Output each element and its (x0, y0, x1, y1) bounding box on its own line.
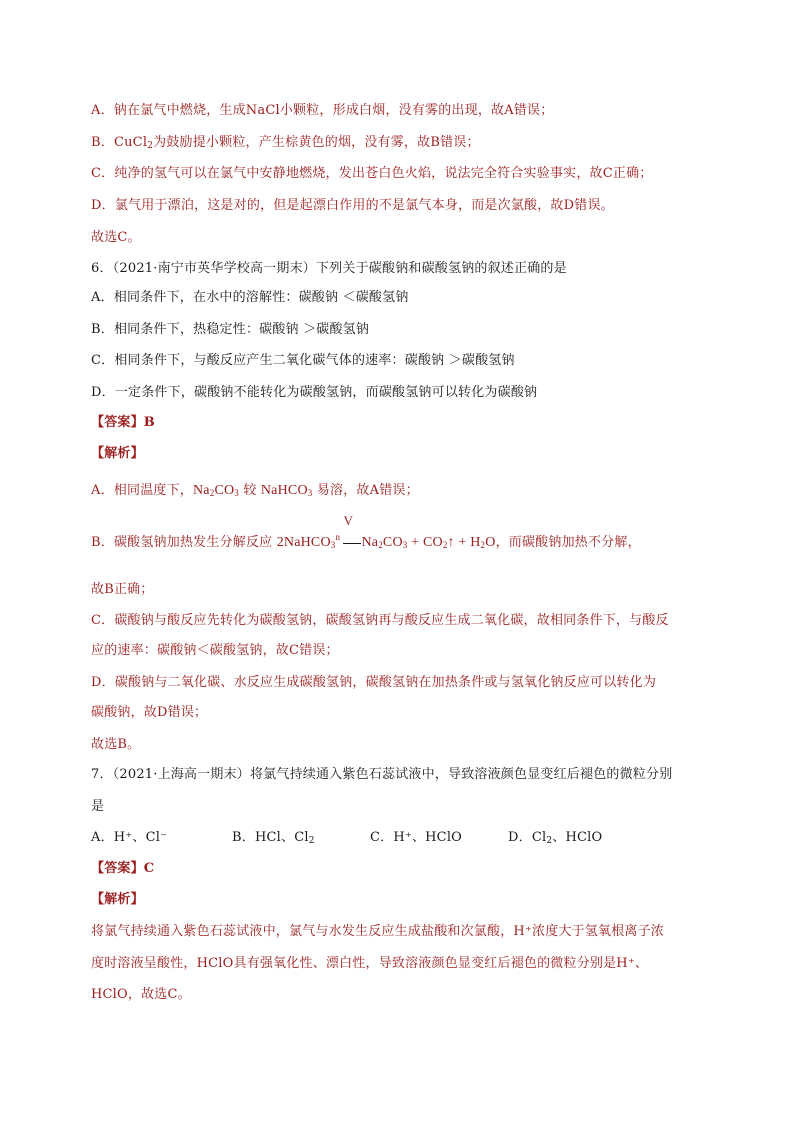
q7-option-d: D．$Cl_2$、HClO (508, 830, 603, 846)
q6-explanation-c-line2: 应的速率：碳酸钠＜碳酸氢钠，故C错误； (91, 643, 339, 658)
formula-nahco3: NaHCO$_3$ (260, 483, 313, 498)
q5-conclusion: 故选C。 (91, 230, 141, 245)
q7-option-c: C．H⁺、HClO (370, 830, 463, 845)
q6-option-d: D．一定条件下，碳酸钠不能转化为碳酸氢钠，而碳酸氢钠可以转化为碳酸钠 (91, 385, 538, 400)
q6-answer: 【答案】B (91, 415, 155, 430)
q6-option-a: A．相同条件下，在水中的溶解性：碳酸钠 ＜碳酸氢钠 (91, 290, 409, 305)
q6-option-c: C．相同条件下，与酸反应产生二氧化碳气体的速率：碳酸钠 ＞碳酸氢钠 (91, 353, 515, 368)
q6-conclusion: 故选B。 (91, 737, 141, 752)
q6-explanation-b: B．碳酸氢钠加热发生分解反应 2NaHCO$_3$ V n $Na_2CO_3$ + $CO_2↑ + H_2O$，而碳酸钠加热不分解， (91, 533, 641, 553)
q5-explanation-c: C．纯净的氢气可以在氯气中安静地燃烧，发出苍白色火焰，说法完全符合实验事实，故C正确； (91, 166, 653, 181)
formula-na2co3: $Na_2CO_3$ (193, 483, 239, 498)
q6-stem: 6．（2021·南宁市英华学校高一期末）下列关于碳酸钠和碳酸氢钠的叙述正确的是 (91, 261, 567, 276)
q5-explanation-a: A．钠在氯气中燃烧，生成NaCl小颗粒，形成白烟，没有雾的出现，故A错误； (91, 103, 554, 118)
q7-stem-line2: 是 (91, 799, 105, 814)
q7-answer: 【答案】C (91, 861, 155, 876)
q7-explanation-line3: HClO，故选C。 (91, 987, 191, 1002)
reaction-condition: V n (335, 533, 361, 553)
q6-explanation-b-cont: 故B正确； (91, 582, 154, 597)
q6-option-b: B．相同条件下，热稳定性：碳酸钠 ＞碳酸氢钠 (91, 322, 370, 337)
q7-explanation-line1: 将氯气持续通入紫色石蕊试液中，氯气与水发生反应生成盐酸和次氯酸，H⁺浓度大于氢氧根离子浓 (91, 924, 664, 939)
q6-explanation-a: A．相同温度下，$Na_2CO_3$ 较 NaHCO$_3$ 易溶，故A错误； (91, 483, 419, 498)
q5-explanation-d: D．氯气用于漂泊，这是对的，但是起漂白作用的不是氯气本身，而是次氯酸，故D错误。 (91, 198, 614, 213)
q7-analysis-label: 【解析】 (91, 892, 144, 907)
q7-option-b: B．HCl、$Cl_2$ (232, 830, 315, 846)
q6-analysis-label: 【解析】 (91, 446, 144, 461)
q6-explanation-c-line1: C．碳酸钠与酸反应先转化为碳酸氢钠，碳酸氢钠再与酸反应生成二氧化碳，故相同条件下，与酸反 (91, 613, 669, 628)
q7-option-a: A．H⁺、Cl⁻ (91, 830, 168, 845)
q5-explanation-b: B．CuCl$_2$为鼓励提小颗粒，产生棕黄色的烟，没有雾，故B错误； (91, 135, 480, 151)
q6-explanation-d-line1: D．碳酸钠与二氧化碳、水反应生成碳酸氢钠，碳酸氢钠在加热条件或与氢氧化钠反应可以转化为 (91, 675, 657, 690)
q7-stem-line1: 7．（2021·上海高一期末）将氯气持续通入紫色石蕊试液中，导致溶液颜色显变红后褪色的微粒分别 (91, 767, 673, 782)
q6-explanation-d-line2: 碳酸钠，故D错误； (91, 705, 208, 720)
reaction-equation: 2NaHCO$_3$ V n $Na_2CO_3$ + $CO_2↑ + H_2O$ (277, 535, 496, 550)
q7-explanation-line2: 度时溶液呈酸性，HClO具有强氧化性、漂白性，导致溶液颜色显变红后褪色的微粒分别是H⁺、 (91, 956, 649, 971)
